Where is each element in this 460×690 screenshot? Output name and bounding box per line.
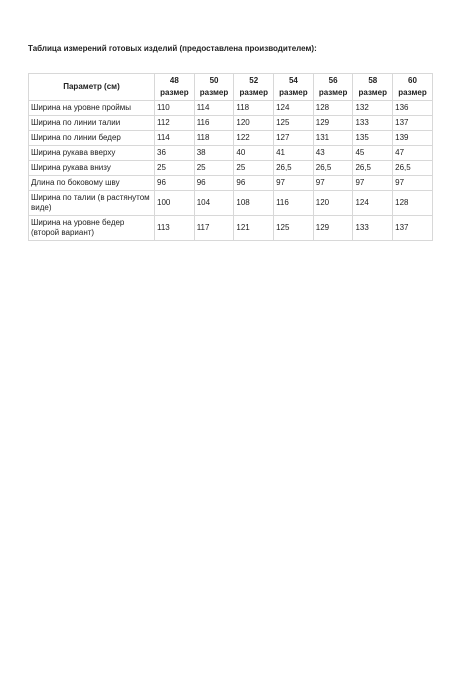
- table-cell: 121: [234, 216, 274, 241]
- size-number: 54: [288, 76, 298, 85]
- table-row: [29, 101, 433, 116]
- table-cell: 128: [313, 101, 353, 116]
- size-column-header: [393, 74, 433, 101]
- table-cell: 104: [194, 191, 234, 216]
- table-cell: 133: [353, 216, 393, 241]
- table-cell: 129: [313, 216, 353, 241]
- size-measurements-table: [28, 73, 433, 241]
- size-number: 50: [209, 76, 219, 85]
- param-column-header: Параметр (см): [29, 74, 155, 101]
- table-cell: 120: [234, 116, 274, 131]
- table-cell: 97: [313, 176, 353, 191]
- table-row: [29, 116, 433, 131]
- table-cell: 122: [234, 131, 274, 146]
- size-number: 48: [169, 76, 179, 85]
- table-cell: 116: [194, 116, 234, 131]
- table-cell: 125: [274, 116, 314, 131]
- table-cell: 137: [393, 116, 433, 131]
- table-cell: 114: [155, 131, 195, 146]
- table-cell: 26,5: [353, 161, 393, 176]
- table-cell: 135: [353, 131, 393, 146]
- size-word: размер: [358, 88, 388, 97]
- table-cell: 38: [194, 146, 234, 161]
- row-label: Ширина рукава вверху: [29, 146, 155, 161]
- size-word: размер: [279, 88, 308, 97]
- table-cell: 36: [155, 146, 195, 161]
- table-cell: 40: [234, 146, 274, 161]
- table-cell: 118: [234, 101, 274, 116]
- table-cell: 133: [353, 116, 393, 131]
- row-label: Ширина рукава внизу: [29, 161, 155, 176]
- table-cell: 132: [353, 101, 393, 116]
- size-word: размер: [199, 88, 229, 97]
- table-row: [29, 176, 433, 191]
- table-cell: 128: [393, 191, 433, 216]
- table-cell: 96: [234, 176, 274, 191]
- table-cell: 96: [155, 176, 195, 191]
- table-cell: 100: [155, 191, 195, 216]
- size-word: размер: [160, 88, 189, 97]
- table-cell: 124: [274, 101, 314, 116]
- table-cell: 117: [194, 216, 234, 241]
- row-label: Ширина на уровне бедер (второй вариант): [29, 216, 155, 241]
- row-label: Длина по боковому шву: [29, 176, 155, 191]
- table-header-row: [29, 74, 433, 101]
- table-cell: 136: [393, 101, 433, 116]
- table-caption: Таблица измерений готовых изделий (предоставлена производителем):: [28, 44, 317, 53]
- table-cell: 45: [353, 146, 393, 161]
- size-column-header: [353, 74, 393, 101]
- table-cell: 25: [194, 161, 234, 176]
- size-number: 60: [408, 76, 417, 85]
- table-cell: 41: [274, 146, 314, 161]
- table-cell: 124: [353, 191, 393, 216]
- size-column-header: [313, 74, 353, 101]
- size-column-header: [194, 74, 234, 101]
- size-column-header: [155, 74, 195, 101]
- table-cell: 108: [234, 191, 274, 216]
- table-cell: 47: [393, 146, 433, 161]
- size-number: 58: [368, 76, 378, 85]
- table-cell: 120: [313, 191, 353, 216]
- row-label: Ширина по линии талии: [29, 116, 155, 131]
- table-cell: 26,5: [393, 161, 433, 176]
- table-cell: 118: [194, 131, 234, 146]
- table-cell: 137: [393, 216, 433, 241]
- row-label: Ширина по талии (в растянутом виде): [29, 191, 155, 216]
- table-row: [29, 216, 433, 241]
- table-cell: 97: [393, 176, 433, 191]
- size-word: размер: [239, 88, 268, 97]
- table-row: [29, 191, 433, 216]
- size-number: 56: [328, 76, 338, 85]
- table-cell: 25: [155, 161, 195, 176]
- table-cell: 129: [313, 116, 353, 131]
- table-cell: 125: [274, 216, 314, 241]
- table-cell: 26,5: [313, 161, 353, 176]
- table-cell: 139: [393, 131, 433, 146]
- table-cell: 110: [155, 101, 195, 116]
- table-cell: 131: [313, 131, 353, 146]
- table-cell: 113: [155, 216, 195, 241]
- size-column-header: [234, 74, 274, 101]
- size-word: размер: [318, 88, 348, 97]
- table-cell: 97: [353, 176, 393, 191]
- table-cell: 26,5: [274, 161, 314, 176]
- table-cell: 96: [194, 176, 234, 191]
- row-label: Ширина по линии бедер: [29, 131, 155, 146]
- table-cell: 25: [234, 161, 274, 176]
- size-word: размер: [398, 88, 427, 97]
- row-label: Ширина на уровне проймы: [29, 101, 155, 116]
- table-cell: 43: [313, 146, 353, 161]
- table-cell: 114: [194, 101, 234, 116]
- table-row: [29, 161, 433, 176]
- table-cell: 112: [155, 116, 195, 131]
- table-row: [29, 131, 433, 146]
- table-cell: 127: [274, 131, 314, 146]
- size-column-header: [274, 74, 314, 101]
- table-cell: 116: [274, 191, 314, 216]
- size-number: 52: [249, 76, 259, 85]
- table-cell: 97: [274, 176, 314, 191]
- table-row: [29, 146, 433, 161]
